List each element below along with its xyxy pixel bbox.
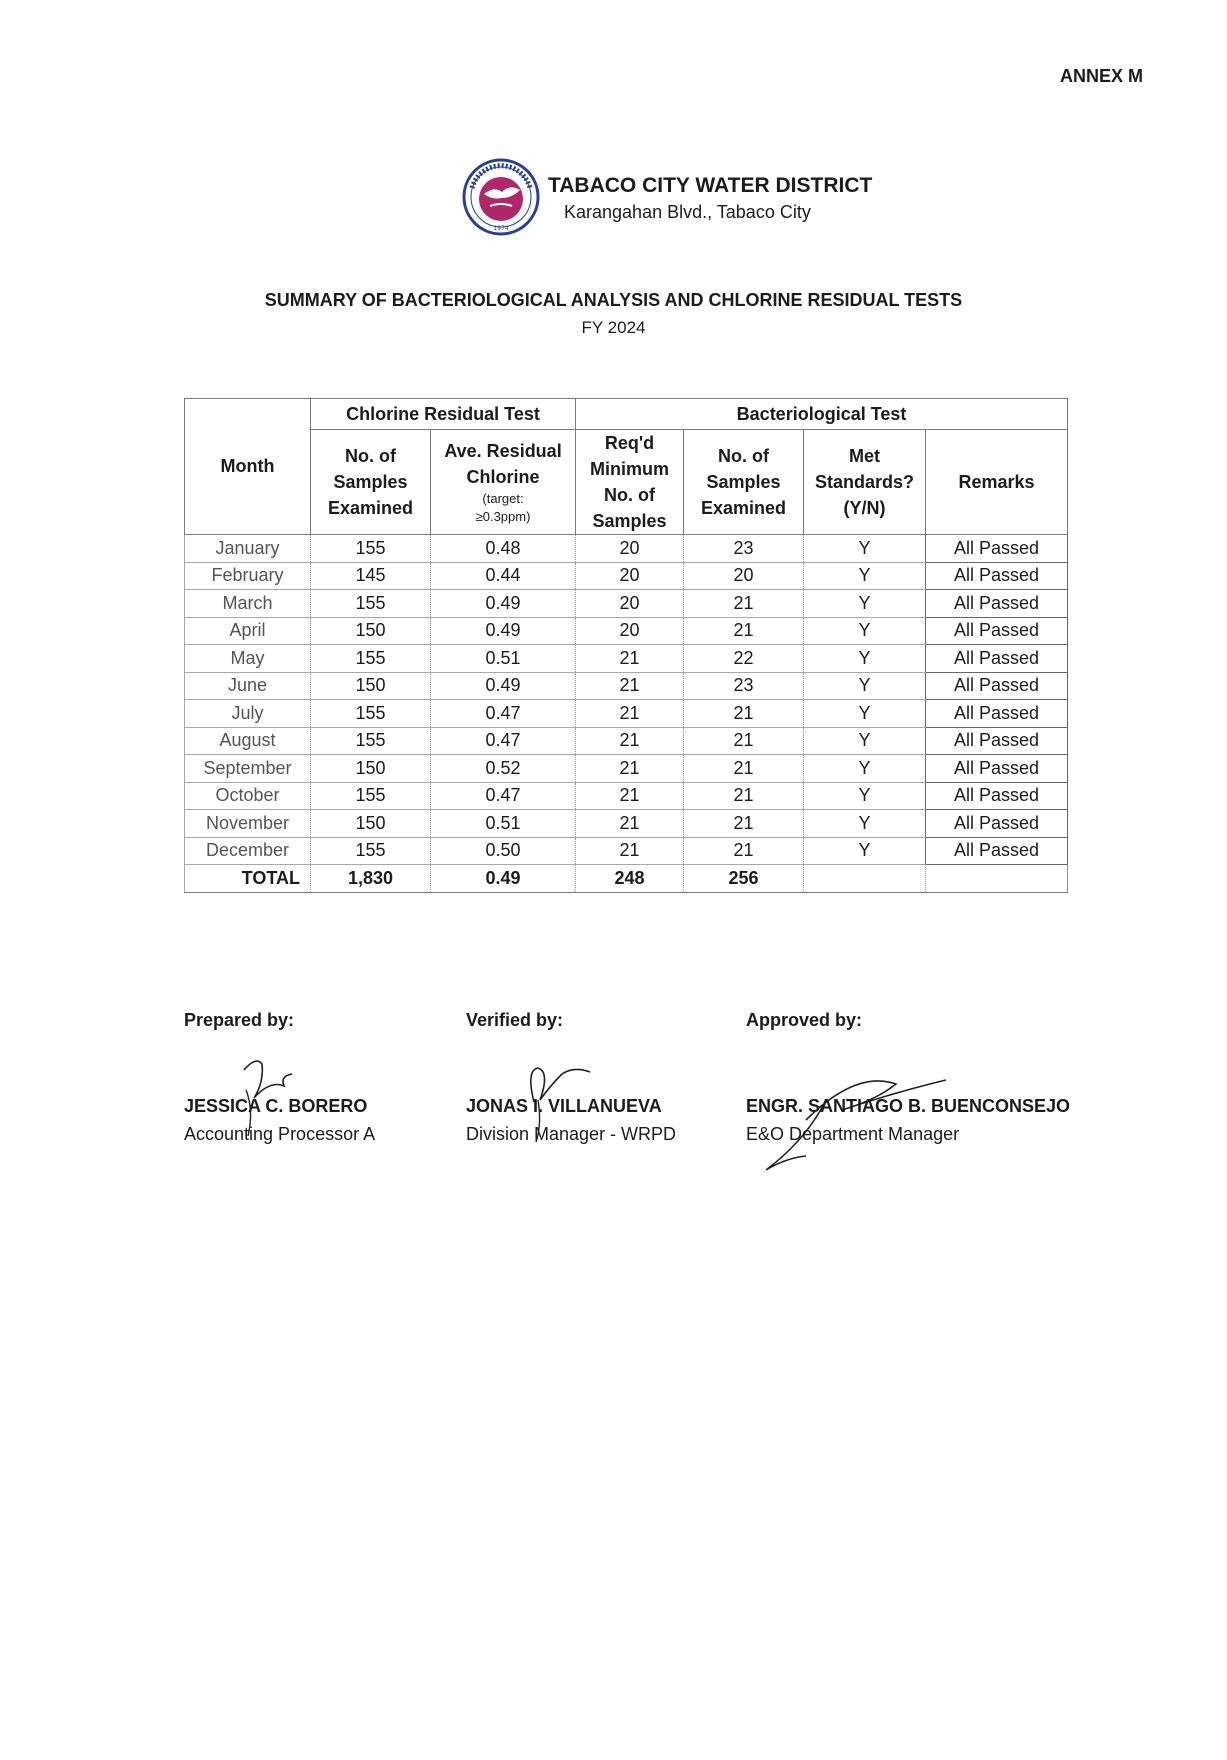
document-title: SUMMARY OF BACTERIOLOGICAL ANALYSIS AND CHLORINE RESIDUAL TESTS [264, 290, 963, 310]
cell-met: Y [804, 782, 926, 810]
col-header-bacteriological-samples: No. of Samples Examined [684, 430, 804, 535]
total-remarks [926, 865, 1068, 893]
annex-label: ANNEX M [1059, 66, 1143, 86]
cell-month: January [185, 535, 311, 563]
cell-examined: 21 [684, 727, 804, 755]
signatory-verified [466, 1010, 786, 1144]
signatory-approved [746, 1010, 1071, 1144]
col-header-required-minimum: Req'd Minimum No. of Samples [576, 430, 684, 535]
cell-remarks: All Passed [926, 672, 1068, 700]
approved-by-label: Approved by: [746, 1010, 863, 1030]
cell-examined: 21 [684, 782, 804, 810]
cell-met: Y [804, 837, 926, 865]
cell-cl-ave: 0.49 [431, 617, 576, 645]
col-header-month: Month [185, 399, 311, 535]
verified-by-label: Verified by: [466, 1010, 564, 1030]
verified-by-name: JONAS I. VILLANUEVA [466, 1096, 662, 1116]
cell-month: June [185, 672, 311, 700]
cell-req: 20 [576, 590, 684, 618]
total-cl-samples: 1,830 [311, 865, 431, 893]
seal-year: 1974 [493, 225, 509, 232]
cell-met: Y [804, 672, 926, 700]
approved-by-title: E&O Department Manager [746, 1124, 960, 1144]
table-row [185, 782, 1068, 810]
total-row [185, 865, 1068, 893]
cell-remarks: All Passed [926, 535, 1068, 563]
table-row [185, 672, 1068, 700]
cell-cl-samples: 145 [311, 562, 431, 590]
cell-cl-ave: 0.51 [431, 645, 576, 673]
group-header-chlorine: Chlorine Residual Test [311, 399, 576, 430]
cell-remarks: All Passed [926, 645, 1068, 673]
cell-req: 21 [576, 645, 684, 673]
table-row [185, 837, 1068, 865]
cell-met: Y [804, 645, 926, 673]
cell-req: 21 [576, 782, 684, 810]
cell-cl-ave: 0.52 [431, 755, 576, 783]
cell-met: Y [804, 810, 926, 838]
cell-remarks: All Passed [926, 562, 1068, 590]
cell-remarks: All Passed [926, 810, 1068, 838]
col-header-met-standards: Met Standards? (Y/N) [804, 430, 926, 535]
cell-req: 21 [576, 810, 684, 838]
cell-examined: 22 [684, 645, 804, 673]
cell-remarks: All Passed [926, 837, 1068, 865]
cell-cl-samples: 155 [311, 535, 431, 563]
cell-remarks: All Passed [926, 782, 1068, 810]
signature-mark-approved [746, 1050, 1086, 1190]
cell-met: Y [804, 535, 926, 563]
letterhead [462, 158, 882, 230]
signatory-prepared [184, 1010, 504, 1144]
table-row [185, 810, 1068, 838]
cell-remarks: All Passed [926, 727, 1068, 755]
cell-examined: 21 [684, 590, 804, 618]
cell-cl-ave: 0.47 [431, 782, 576, 810]
cell-examined: 21 [684, 617, 804, 645]
cell-examined: 23 [684, 535, 804, 563]
cell-examined: 21 [684, 810, 804, 838]
cell-month: October [185, 782, 311, 810]
table-row [185, 645, 1068, 673]
summary-table [184, 398, 1068, 893]
cell-req: 21 [576, 727, 684, 755]
cell-met: Y [804, 562, 926, 590]
org-address: Karangahan Blvd., Tabaco City [564, 202, 811, 222]
total-examined: 256 [684, 865, 804, 893]
cell-remarks: All Passed [926, 755, 1068, 783]
cell-req: 20 [576, 562, 684, 590]
cell-remarks: All Passed [926, 590, 1068, 618]
cell-req: 20 [576, 617, 684, 645]
cell-req: 21 [576, 755, 684, 783]
prepared-by-label: Prepared by: [184, 1010, 295, 1030]
cell-cl-ave: 0.47 [431, 700, 576, 728]
org-name: TABACO CITY WATER DISTRICT [548, 174, 873, 197]
cell-cl-ave: 0.49 [431, 590, 576, 618]
cell-remarks: All Passed [926, 700, 1068, 728]
cell-cl-ave: 0.48 [431, 535, 576, 563]
cell-month: December [185, 837, 311, 865]
cell-examined: 21 [684, 837, 804, 865]
cell-cl-samples: 150 [311, 810, 431, 838]
cell-remarks: All Passed [926, 617, 1068, 645]
cell-cl-samples: 155 [311, 700, 431, 728]
col-header-remarks: Remarks [926, 430, 1068, 535]
cell-examined: 21 [684, 700, 804, 728]
cell-examined: 20 [684, 562, 804, 590]
total-req: 248 [576, 865, 684, 893]
cell-met: Y [804, 755, 926, 783]
cell-cl-ave: 0.50 [431, 837, 576, 865]
prepared-by-name: JESSICA C. BORERO [184, 1096, 368, 1116]
cell-met: Y [804, 617, 926, 645]
cell-met: Y [804, 590, 926, 618]
cell-cl-samples: 150 [311, 672, 431, 700]
table-row [185, 535, 1068, 563]
total-met [804, 865, 926, 893]
cell-examined: 21 [684, 755, 804, 783]
col-header-ave-residual-chlorine: Ave. Residual Chlorine (target: ≥0.3ppm) [431, 430, 576, 535]
cell-cl-ave: 0.49 [431, 672, 576, 700]
cell-month: February [185, 562, 311, 590]
cell-req: 21 [576, 672, 684, 700]
cell-met: Y [804, 727, 926, 755]
table-row [185, 700, 1068, 728]
table-row [185, 727, 1068, 755]
cell-cl-samples: 150 [311, 617, 431, 645]
total-cl-ave: 0.49 [431, 865, 576, 893]
cell-req: 21 [576, 837, 684, 865]
approved-by-name: ENGR. SANTIAGO B. BUENCONSEJO [746, 1096, 1071, 1116]
table-row [185, 617, 1068, 645]
cell-month: July [185, 700, 311, 728]
prepared-by-title: Accounting Processor A [184, 1124, 376, 1144]
cell-cl-samples: 155 [311, 645, 431, 673]
cell-examined: 23 [684, 672, 804, 700]
cell-cl-samples: 155 [311, 837, 431, 865]
col-header-chlorine-samples: No. of Samples Examined [311, 430, 431, 535]
cell-cl-samples: 155 [311, 727, 431, 755]
cell-cl-ave: 0.47 [431, 727, 576, 755]
cell-cl-samples: 150 [311, 755, 431, 783]
group-header-bacteriological: Bacteriological Test [576, 399, 1068, 430]
table-row [185, 590, 1068, 618]
verified-by-title: Division Manager - WRPD [466, 1124, 677, 1144]
cell-req: 21 [576, 700, 684, 728]
total-label: TOTAL [185, 865, 311, 893]
cell-met: Y [804, 700, 926, 728]
cell-cl-ave: 0.51 [431, 810, 576, 838]
cell-req: 20 [576, 535, 684, 563]
cell-month: April [185, 617, 311, 645]
cell-month: September [185, 755, 311, 783]
table-row [185, 755, 1068, 783]
cell-month: May [185, 645, 311, 673]
cell-month: August [185, 727, 311, 755]
cell-month: November [185, 810, 311, 838]
cell-cl-samples: 155 [311, 590, 431, 618]
document-subtitle: FY 2024 [581, 318, 646, 337]
table-row [185, 562, 1068, 590]
cell-cl-samples: 155 [311, 782, 431, 810]
cell-month: March [185, 590, 311, 618]
water-district-seal-icon [462, 158, 540, 236]
cell-cl-ave: 0.44 [431, 562, 576, 590]
